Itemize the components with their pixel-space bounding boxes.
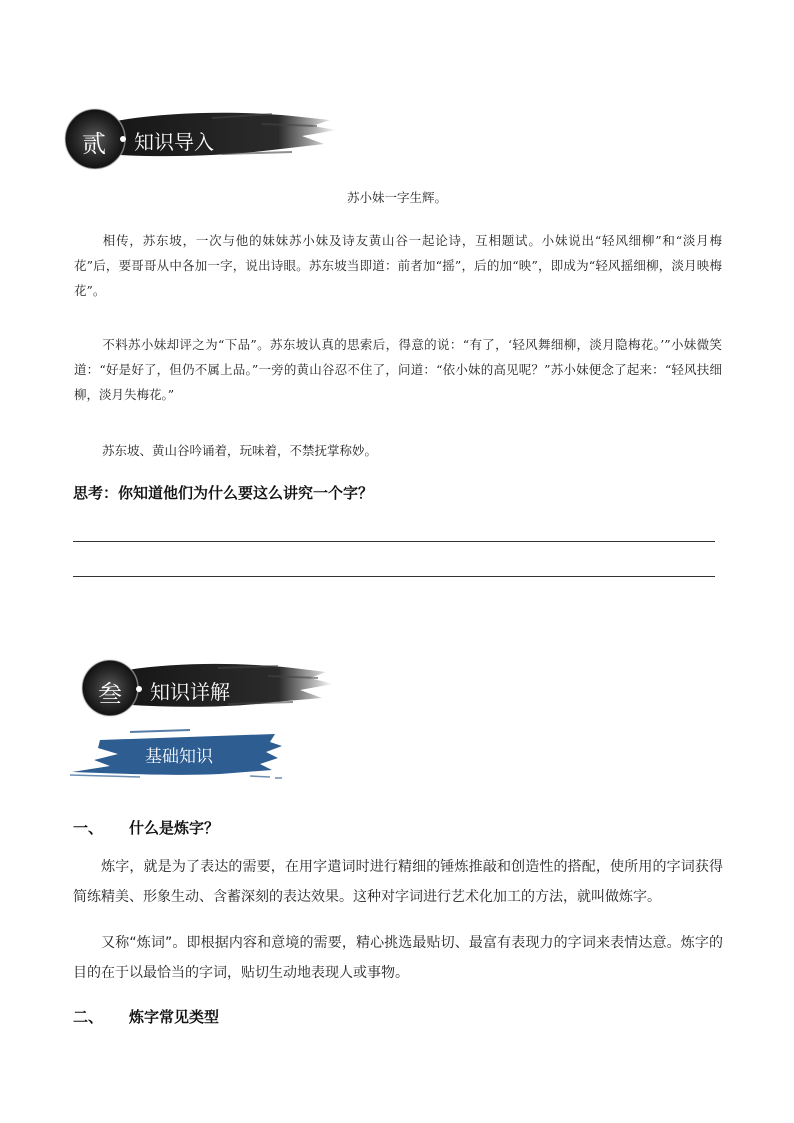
story-paragraph-2-text: 不料苏小妹却评之为“下品”。苏东坡认真的思索后，得意的说：“有了，‘轻风舞细柳，淡月隐梅花。’”小妹微笑道：“好是好了，但仍不属上品。”一旁的黄山谷忍不住了，问道：“依小妹的高见呢？”苏小妹便念了起来：“轻风扶细柳，淡月失梅花。” bbox=[74, 337, 722, 402]
section-banner-3 bbox=[78, 654, 338, 724]
section-ordinal: 叁 bbox=[98, 680, 122, 708]
heading-text: 炼字常见类型 bbox=[129, 1008, 220, 1026]
story-paragraph-3-text: 苏东坡、黄山谷吟诵着，玩味着，不禁抚掌称妙。 bbox=[102, 443, 378, 458]
body-paragraph-2-text: 又称“炼词”。即根据内容和意境的需要，精心挑选最贴切、最富有表现力的字词来表情达意。炼字的目的在于以最恰当的字词，贴切生动地表现人或事物。 bbox=[73, 935, 723, 981]
heading-number: 二、 bbox=[73, 1008, 104, 1026]
story-paragraph-1-text: 相传，苏东坡，一次与他的妹妹苏小妹及诗友黄山谷一起论诗，互相题试。小妹说出“轻风细柳”和“淡月梅花”后，要哥哥从中各加一字，说出诗眼。苏东坡当即道：前者加“摇”，后的加“映”，即成为“轻风摇细柳，淡月映梅花”。 bbox=[74, 233, 722, 298]
separator-dot bbox=[120, 136, 126, 142]
body-paragraph-1-text: 炼字，就是为了表达的需要，在用字遣词时进行精细的锤炼推敲和创造性的搭配，使所用的字词获得简练精美、形象生动、含蓄深刻的表达效果。这种对字词进行艺术化加工的方法，就叫做炼字。 bbox=[73, 859, 723, 905]
answer-line-2[interactable] bbox=[73, 576, 715, 577]
section-title: 知识导入 bbox=[134, 130, 214, 154]
story-paragraph-2 bbox=[74, 332, 722, 407]
body-paragraph-2 bbox=[73, 928, 723, 988]
story-title: 苏小妹一字生辉。 bbox=[346, 190, 447, 205]
answer-line-1[interactable] bbox=[73, 541, 715, 542]
body-paragraph-1 bbox=[73, 852, 723, 912]
section-banner-2 bbox=[62, 104, 342, 174]
basic-knowledge-label: 基础知识 bbox=[145, 747, 213, 767]
basic-knowledge-tag bbox=[70, 728, 290, 783]
think-question: 思考：你知道他们为什么要这么讲究一个字？ bbox=[73, 484, 374, 502]
heading-text: 什么是炼字？ bbox=[129, 819, 220, 837]
separator-dot bbox=[136, 686, 142, 692]
section-ordinal: 贰 bbox=[82, 130, 106, 158]
story-paragraph-1 bbox=[74, 228, 722, 303]
section-title: 知识详解 bbox=[150, 680, 230, 704]
story-paragraph-3 bbox=[74, 438, 722, 463]
heading-number: 一、 bbox=[73, 819, 104, 837]
